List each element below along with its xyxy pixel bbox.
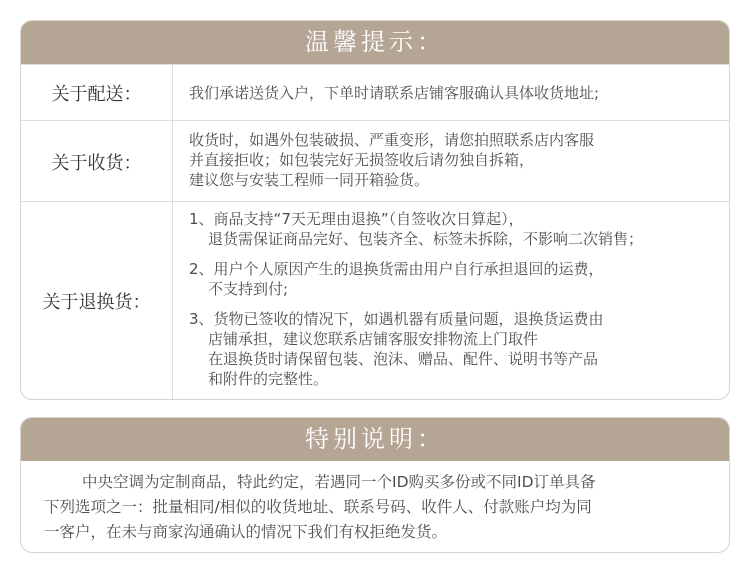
- return-item-line: 和附件的完整性。: [208, 370, 329, 388]
- return-item-3: [189, 309, 717, 389]
- receipt-row: [21, 120, 729, 202]
- special-banner-title: 特别说明：: [21, 418, 729, 461]
- special-line: 一客户，在未与商家沟通确认的情况下我们有权拒绝发货。: [44, 523, 448, 541]
- delivery-row: [21, 64, 729, 121]
- return-text: [189, 209, 717, 400]
- return-item-line: 在退换货时请保留包装、泡沫、赠品、配件、说明书等产品: [208, 350, 599, 368]
- receipt-line: 并直接拒收；如包装完好无损签收后请勿独自拆箱，: [189, 151, 535, 169]
- return-label: 关于退换货：: [21, 202, 173, 400]
- special-panel: [20, 417, 730, 553]
- tips-panel: [20, 20, 730, 400]
- receipt-line: 建议您与安装工程师一同开箱验货。: [189, 171, 430, 189]
- return-row: [21, 201, 729, 400]
- receipt-line: 收货时，如遇外包装破损、严重变形，请您拍照联系店内客服: [189, 131, 595, 149]
- tips-banner-title: 温馨提示：: [21, 21, 729, 64]
- return-item-line: 2、用户个人原因产生的退换货需由用户自行承担退回的运费，: [189, 260, 604, 278]
- delivery-label: 关于配送：: [21, 65, 173, 121]
- delivery-line: 我们承诺送货入户，下单时请联系店铺客服确认具体收货地址;: [189, 84, 600, 102]
- return-item-line: 店铺承担，建议您联系店铺客服安排物流上门取件: [208, 330, 539, 348]
- special-line: 下列选项之一：批量相同/相似的收货地址、联系号码、收件人、付款账户均为同: [44, 498, 592, 516]
- return-item-2: [189, 259, 717, 299]
- receipt-label: 关于收货：: [21, 121, 173, 202]
- special-line: 中央空调为定制商品，特此约定，若遇同一个ID购买多份或不同ID订单具备: [82, 473, 596, 491]
- return-item-1: [189, 209, 717, 249]
- receipt-text: [189, 130, 717, 211]
- return-item-line: 1、商品支持“7天无理由退换”（自签收次日算起），: [189, 210, 524, 228]
- special-text: [44, 470, 709, 545]
- return-item-line: 3、货物已签收的情况下，如遇机器有质量问题，退换货运费由: [189, 310, 604, 328]
- return-item-line: 退货需保证商品完好、包装齐全、标签未拆除，不影响二次销售；: [208, 230, 644, 248]
- return-item-line: 不支持到付;: [208, 280, 289, 298]
